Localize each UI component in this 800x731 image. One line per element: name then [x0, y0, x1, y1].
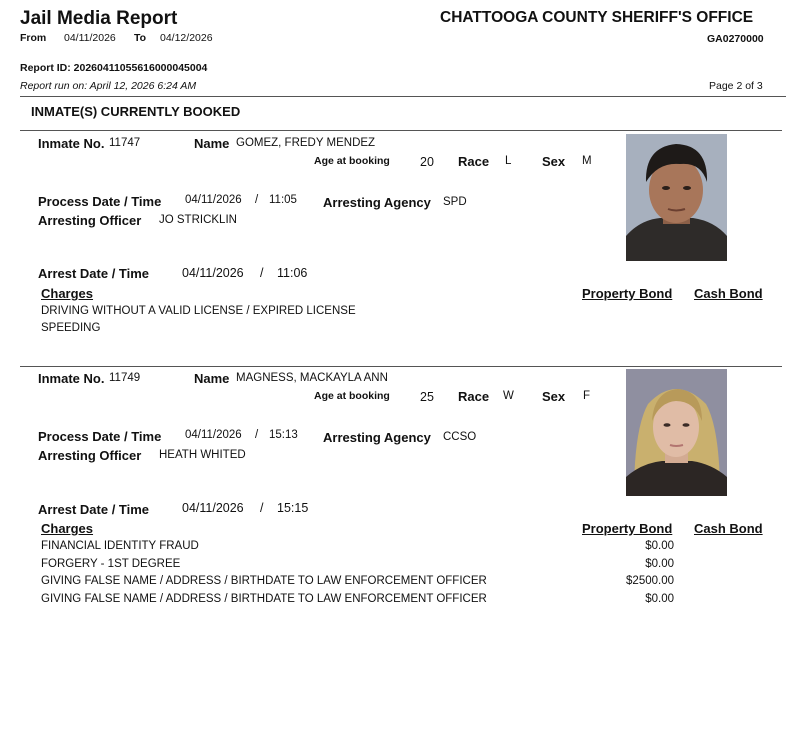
arresting-officer: JO STRICKLIN	[159, 214, 237, 226]
arrest-time: 15:15	[277, 501, 309, 515]
name-label: Name	[194, 371, 230, 386]
arrest-label: Arrest Date / Time	[38, 266, 150, 281]
arresting-agency: CCSO	[443, 431, 477, 443]
arrest-date: 04/11/2026	[182, 501, 244, 515]
officer-label: Arresting Officer	[38, 213, 142, 228]
report-run-on: Report run on: April 12, 2026 6:24 AM	[20, 80, 197, 92]
property-bond-amount: $0.00	[645, 593, 674, 605]
property-bond-header: Property Bond	[582, 286, 673, 301]
sex-label: Sex	[542, 389, 566, 404]
slash: /	[260, 266, 264, 280]
cash-bond-header: Cash Bond	[694, 286, 763, 301]
inmate-number: 11747	[109, 137, 141, 149]
race-label: Race	[458, 154, 490, 169]
slash: /	[255, 429, 259, 441]
officer-label: Arresting Officer	[38, 448, 142, 463]
agency-label: Arresting Agency	[323, 430, 431, 445]
slash: /	[260, 501, 264, 515]
inmate-race: L	[505, 155, 512, 167]
property-bond-amount: $0.00	[645, 558, 674, 570]
charges-header: Charges	[41, 521, 94, 536]
inmate-name: MAGNESS, MACKAYLA ANN	[236, 372, 388, 384]
page-number: Page 2 of 3	[709, 80, 763, 92]
process-date: 04/11/2026	[185, 194, 242, 206]
inmate-no-label: Inmate No.	[38, 136, 105, 151]
inmate-sex: F	[583, 390, 591, 402]
inmate-sex: M	[582, 155, 592, 167]
age-label: Age at booking	[314, 390, 390, 402]
property-bond-amount: $2500.00	[626, 575, 674, 587]
charges-header: Charges	[41, 286, 94, 301]
ori-code: GA0270000	[707, 33, 764, 45]
header-divider	[20, 96, 786, 97]
to-date: 04/12/2026	[160, 32, 213, 44]
process-time: 11:05	[269, 194, 297, 206]
process-time: 15:13	[269, 429, 298, 441]
process-date: 04/11/2026	[185, 429, 242, 441]
report-id: Report ID: 20260411055616000045004	[20, 62, 208, 74]
age-label: Age at booking	[314, 155, 390, 167]
charge-description: GIVING FALSE NAME / ADDRESS / BIRTHDATE TO LAW ENFORCEMENT OFFICER	[41, 575, 487, 587]
cash-bond-header: Cash Bond	[694, 521, 763, 536]
inmate-no-label: Inmate No.	[38, 371, 105, 386]
arresting-agency: SPD	[443, 196, 467, 208]
name-label: Name	[194, 136, 230, 151]
inmate-age: 25	[420, 390, 434, 404]
section-title: INMATE(S) CURRENTLY BOOKED	[31, 104, 241, 119]
inmate-photo	[626, 134, 727, 261]
charge-description: GIVING FALSE NAME / ADDRESS / BIRTHDATE TO LAW ENFORCEMENT OFFICER	[41, 593, 487, 605]
property-bond-header: Property Bond	[582, 521, 673, 536]
property-bond-amount: $0.00	[645, 540, 674, 552]
section-divider	[20, 130, 782, 131]
agency-label: Arresting Agency	[323, 195, 431, 210]
process-label: Process Date / Time	[38, 429, 162, 444]
from-date: 04/11/2026	[64, 32, 116, 44]
inmate-number: 11749	[109, 372, 141, 384]
report-title: Jail Media Report	[20, 8, 178, 29]
arresting-officer: HEATH WHITED	[159, 449, 246, 461]
to-label: To	[134, 32, 147, 44]
arrest-label: Arrest Date / Time	[38, 502, 150, 517]
inmate-race: W	[503, 390, 514, 402]
sex-label: Sex	[542, 154, 566, 169]
arrest-time: 11:06	[277, 266, 308, 280]
inmate-age: 20	[420, 155, 434, 169]
slash: /	[255, 194, 259, 206]
charge-description: DRIVING WITHOUT A VALID LICENSE / EXPIRED LICENSE	[41, 305, 356, 317]
charge-description: SPEEDING	[41, 322, 101, 334]
inmate-name: GOMEZ, FREDY MENDEZ	[236, 137, 376, 149]
inmate-divider	[20, 366, 782, 367]
agency-name: CHATTOOGA COUNTY SHERIFF'S OFFICE	[440, 9, 754, 26]
race-label: Race	[458, 389, 490, 404]
arrest-date: 04/11/2026	[182, 266, 244, 280]
charge-description: FINANCIAL IDENTITY FRAUD	[41, 540, 199, 552]
inmate-photo	[626, 369, 727, 496]
charge-description: FORGERY - 1ST DEGREE	[41, 558, 181, 570]
process-label: Process Date / Time	[38, 194, 162, 209]
from-label: From	[20, 32, 47, 44]
